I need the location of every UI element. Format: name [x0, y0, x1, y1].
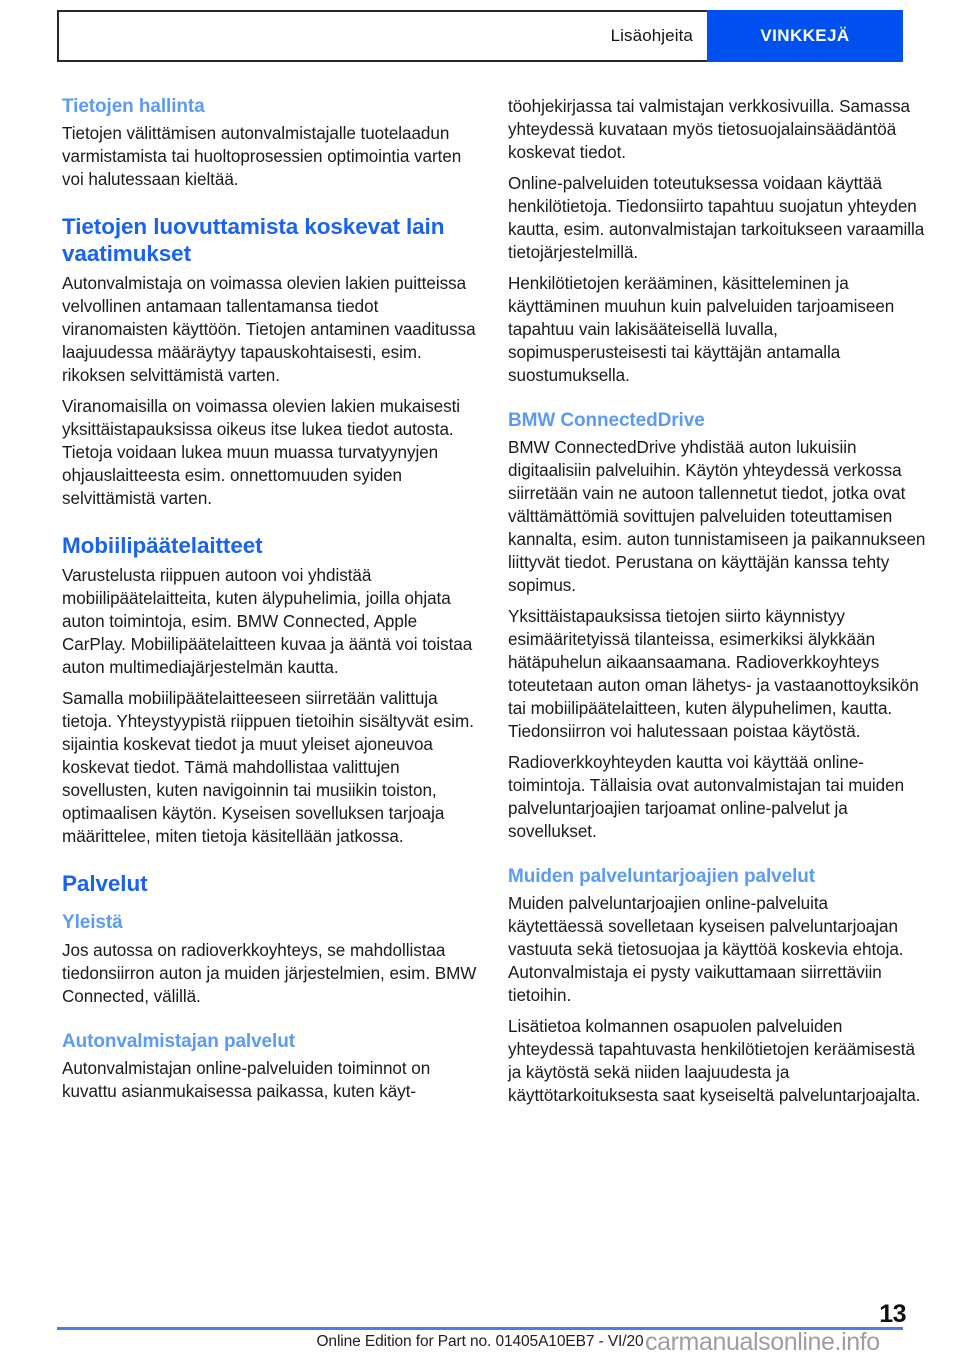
left-column — [62, 96, 480, 1286]
header-section-box — [707, 10, 903, 62]
paragraph-yleista-1: Jos autossa on radioverkkoyhteys, se mahdollistaa tiedonsiirron auton ja muiden järjestelmien, esim. BMW Connected, välillä. — [62, 940, 477, 1006]
watermark: carmanualsonline.info — [645, 1328, 880, 1356]
paragraph-continuation-1: töohjekirjassa tai valmistajan verkkosivuilla. Samassa yhteydessä kuvataan myös tietosuojalainsäädäntöä koskevat tiedot. — [508, 97, 911, 162]
spacer — [62, 519, 480, 533]
spacer — [62, 200, 480, 214]
spacer — [508, 852, 926, 866]
page-body — [0, 96, 960, 1286]
paragraph-autonvalmistajan-1: Autonvalmistajan online-palveluiden toiminnot on kuvattu asianmukaisessa paikassa, kuten käyt- — [62, 1059, 431, 1102]
paragraph-muiden-1: Muiden palveluntarjoajien online-palveluita käytettäessä sovelletaan kyseisen palveluntarjoajan vastuuta sekä tietosuojaa ja käyttöä koskevia ehtoja. Autonvalmistaja ei pysty vaikuttamaan siirrettäviin tietoihin. — [508, 894, 904, 1006]
heading-tietojen-hallinta: Tietojen hallinta — [62, 96, 205, 117]
paragraph-luovuttamista-1: Autonvalmistaja on voimassa olevien lakien puitteissa velvollinen antamaan tallentamansa tiedot viranomaisten käyttöön. Tietojen antaminen vaaditussa laajuudessa määräytyy tapauskohtaisesti, esim. rikoksen selvittämistä varten. — [62, 273, 476, 385]
page-header — [57, 10, 903, 62]
paragraph-connecteddrive-1: BMW ConnectedDrive yhdistää auton lukuisiin digitaalisiin palveluihin. Käytön yhteydessä verkossa siirretään vain ne autoon tallennetut tiedot, jotka ovat välttämättömiä sovittujen palveluiden toteuttamisen kannalta, esim. auton tunnistamiseen ja paikannukseen liittyvät tiedot. Perustana on käyttäjän kanssa tehty sopimus. — [508, 438, 926, 596]
heading-muiden-palveluntarjoajien-palvelut: Muiden palveluntarjoajien palvelut — [508, 865, 815, 887]
paragraph-muiden-2: Lisätietoa kolmannen osapuolen palveluiden yhteydessä tapahtuvasta henkilötietojen keräämisestä ja käytöstä sekä niiden laajuudesta ja käyttötarkoituksesta saat kyseiseltä palveluntarjoajalta. — [508, 1017, 921, 1106]
heading-yleista: Yleistä — [62, 912, 123, 934]
right-column — [508, 96, 926, 1286]
heading-palvelut: Palvelut — [62, 870, 148, 896]
spacer — [62, 1017, 480, 1031]
header-chapter-box — [57, 10, 707, 62]
heading-luovuttamista: Tietojen luovuttamista koskevat lain vaatimukset — [62, 214, 445, 266]
edition-notice: Online Edition for Part no. 01405A10EB7 - VI/20 — [316, 1333, 644, 1350]
heading-mobiilipaatelaitteet: Mobiilipäätelaitteet — [62, 532, 263, 558]
paragraph-mobiili-1: Varustelusta riippuen autoon voi yhdistää mobiilipäätelaitteita, kuten älypuhelimia, joilla ohjata auton toimintoja, esim. BMW Connected, Apple CarPlay. Mobiilipäätelaitteen kuvaa ja ääntä voi toistaa auton multimediajärjestelmän kautta. — [62, 566, 473, 678]
page-number: 13 — [879, 1300, 906, 1328]
spacer — [62, 857, 480, 871]
paragraph-continuation-3: Henkilötietojen kerääminen, käsitteleminen ja käyttäminen muuhun kuin palveluiden tarjoamiseen tapahtuu vain lakisääteisellä luvalla, sopimusperusteisesti tai käyttäjän antamalla suostumuksella. — [508, 273, 895, 385]
paragraph-continuation-2: Online-palveluiden toteutuksessa voidaan käyttää henkilötietoja. Tiedonsiirto tapahtuu suojatun yhteyden kautta, esim. autonvalmistajan tarkoitukseen varaamilla tietojärjestelmillä. — [508, 173, 925, 262]
spacer — [508, 396, 926, 410]
paragraph-mobiili-2: Samalla mobiilipäätelaitteeseen siirretään valittuja tietoja. Yhteystyypistä riippuen tietoihin sisältyvät esim. sijaintia koskevat tiedot ja muut yleiset ajoneuvoa koskevat tiedot. Tämä mahdollistaa valittujen sovellusten, kuten navigoinnin tai musiikin toiston, optimaalisen käytön. Kyseisen sovelluksen tarjoaja määrittelee, miten tietoja käsitellään jatkossa. — [62, 689, 474, 846]
paragraph-luovuttamista-2: Viranomaisilla on voimassa olevien lakien mukaisesti yksittäistapauksissa oikeus itse lukea tiedot autosta. Tietoja voidaan lukea muun muassa turvatyynyjen ohjauslaitteesta esim. onnettomuuden syiden selvittämistä varten. — [62, 396, 461, 508]
header-chapter-label: Lisäohjeita — [610, 26, 693, 45]
paragraph-tietojen-hallinta-1: Tietojen välittämisen autonvalmistajalle tuotelaadun varmistamista tai huoltoprosessien optimointia varten voi halutessaan kieltää. — [62, 124, 462, 190]
heading-bmw-connecteddrive: BMW ConnectedDrive — [508, 409, 705, 431]
spacer — [62, 903, 480, 912]
heading-autonvalmistajan-palvelut: Autonvalmistajan palvelut — [62, 1030, 295, 1052]
paragraph-connecteddrive-3: Radioverkkoyhteyden kautta voi käyttää online-toimintoja. Tällaisia ovat autonvalmistajan tai muiden palveluntarjoajien tarjoamat online-palvelut ja sovellukset. — [508, 753, 905, 841]
paragraph-connecteddrive-2: Yksittäistapauksissa tietojen siirto käynnistyy esimääritetyissä tilanteissa, esimerkiksi älykkään hätäpuhelun aikaansaamana. Radioverkkoyhteys toteutetaan auton oman lähetys- ja vastaanottoyksikön tai mobiilipäätelaitteen, kuten älypuhelimen, kautta. Tiedonsiirron voi halutessaan poistaa käytöstä. — [508, 607, 919, 742]
header-section-label: VINKKEJÄ — [760, 26, 850, 45]
